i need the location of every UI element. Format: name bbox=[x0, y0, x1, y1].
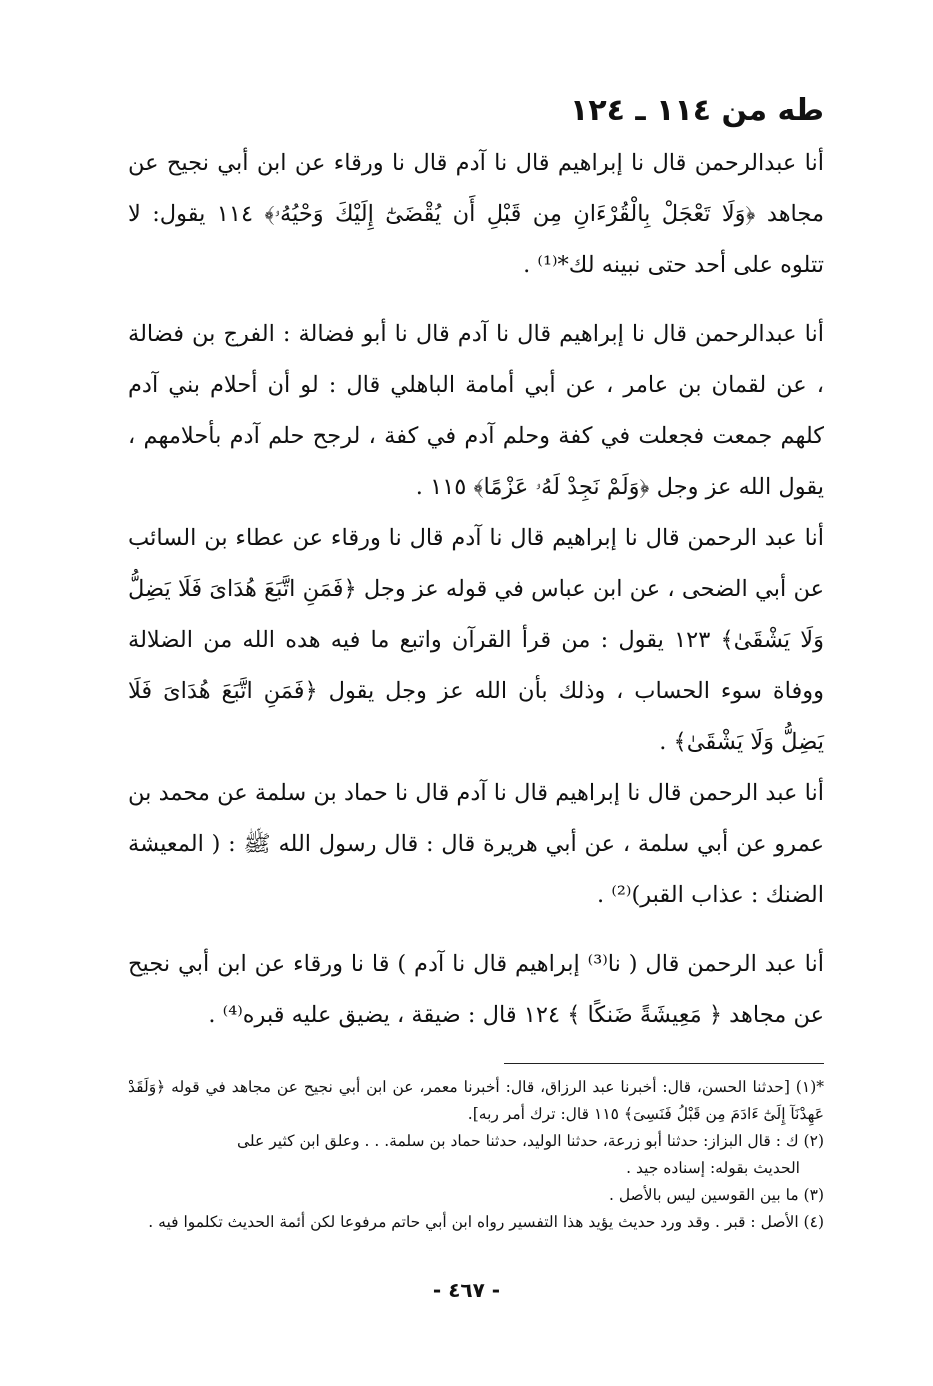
footnote-2: (٢) ك : قال البزاز: حدثنا أبو زرعة، حدثنا الوليد، حدثنا حماد بن سلمة. . . وعلق ابن كثير على bbox=[237, 1132, 824, 1150]
page-number: - ٤٦٧ - bbox=[432, 1278, 501, 1302]
footnote-4: (٤) الأصل : قبر . وقد ورد حديث يؤيد هذا التفسير رواه ابن أبي حاتم مرفوعا لكن أئمة الحديث تكلموا فيه . bbox=[148, 1213, 824, 1231]
paragraph-5: أنا عبد الرحمن قال ( نا⁽³⁾ إبراهيم قال نا آدم ) قا نا ورقاء عن ابن أبي نجيح عن مجاهد ﴿ مَعِيشَةً ضَنكًا ﴾ ١٢٤ قال : ضيقة ، يضيق عليه قبره⁽⁴⁾ . bbox=[128, 951, 824, 1028]
page-heading: طه من ١١٤ ـ ١٢٤ bbox=[570, 93, 824, 128]
paragraph-1: أنا عبدالرحمن قال نا إبراهيم قال نا آدم قال نا ورقاء عن ابن أبي نجيح عن مجاهد ﴿وَلَا تَعْجَلْ بِالْقُرْءَانِ مِن قَبْلِ أَن يُقْضَىٰٓ إِلَيْكَ وَحْيُهُۥ﴾ ١١٤ يقول: لا تتلوه على أحد حتى نبينه لك*⁽¹⁾ . bbox=[128, 150, 825, 278]
paragraph-4: أنا عبد الرحمن قال نا إبراهيم قال نا آدم قال نا حماد بن سلمة عن محمد بن عمرو عن أبي سلمة ، عن أبي هريرة قال : قال رسول الله ﷺ : ( المعيشة الضنك : عذاب القبر)⁽²⁾ . bbox=[128, 780, 824, 908]
footnote-3: (٣) ما بين القوسين ليس بالأصل . bbox=[608, 1186, 824, 1204]
page-body bbox=[128, 88, 824, 1236]
footnote-2-continuation: الحديث بقوله: إسناده جيد . bbox=[626, 1159, 800, 1177]
paragraph-3: أنا عبد الرحمن قال نا إبراهيم قال نا آدم قال نا ورقاء عن عطاء بن السائب عن أبي الضحى ، عن ابن عباس في قوله عز وجل ﴿فَمَنِ اتَّبَعَ هُدَاىَ فَلَا يَضِلُّ وَلَا يَشْقَىٰ﴾ ١٢٣ يقول : من قرأ القرآن واتبع ما فيه هده الله من الضلالة ووفاة سوء الحساب ، وذلك بأن الله عز وجل يقول ﴿فَمَنِ اتَّبَعَ هُدَاىَ فَلَا يَضِلُّ وَلَا يَشْقَىٰ﴾ . bbox=[128, 525, 824, 755]
footnote-1: *(١) [حدثنا الحسن، قال: أخبرنا عبد الرزاق، قال: أخبرنا معمر، عن ابن أبي نجيح عن مجاهد في قوله ﴿وَلَقَدْ عَهِدْنَآ إِلَىٰٓ ءَادَمَ مِن قَبْلُ فَنَسِىَ﴾ ١١٥ قال: ترك أمر ربه]. bbox=[128, 1078, 824, 1123]
paragraph-2: أنا عبدالرحمن قال نا إبراهيم قال نا آدم قال نا أبو فضالة : الفرج بن فضالة ، عن لقمان بن عامر ، عن أبي أمامة الباهلي قال : لو أن أحلام بني آدم كلهم جمعت فجعلت في كفة وحلم آدم في كفة ، لرجح حلم آدم بأحلامهم ، يقول الله عز وجل ﴿وَلَمْ نَجِدْ لَهُۥ عَزْمًا﴾ ١١٥ . bbox=[128, 321, 824, 500]
footnote-separator bbox=[504, 1063, 824, 1064]
